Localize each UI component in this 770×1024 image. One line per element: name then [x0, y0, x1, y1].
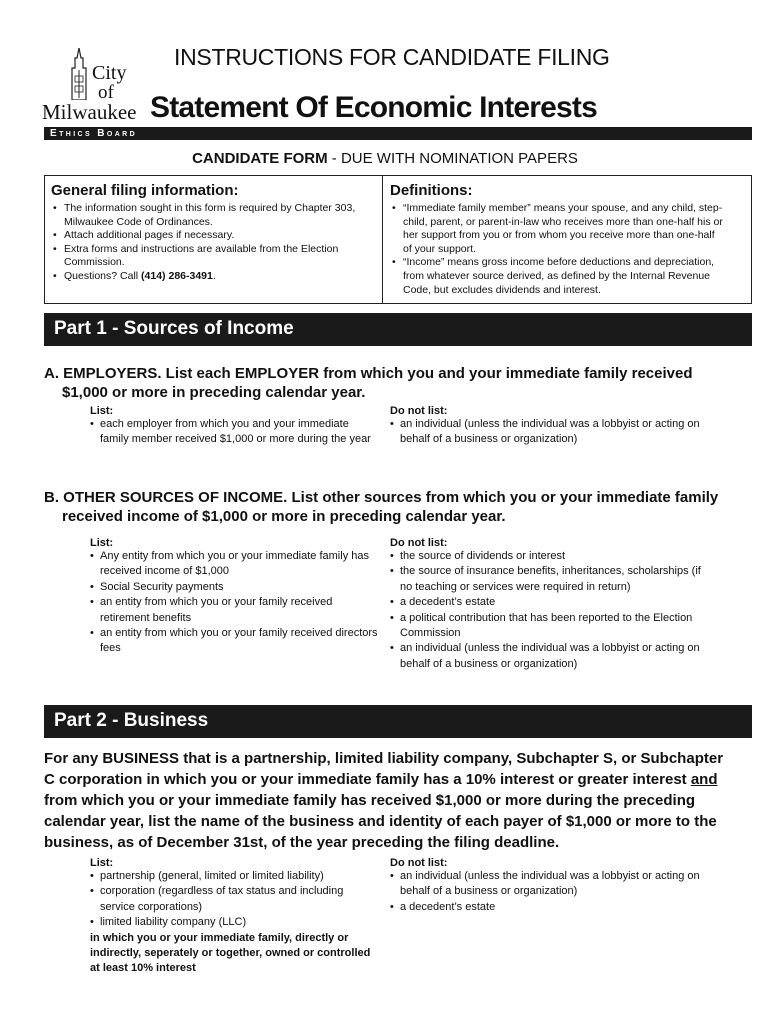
list-item: • corporation (regardless of tax status and including service corporations)	[90, 884, 380, 915]
candidate-form-line	[0, 150, 770, 167]
section-a-donot-head: Do not list:	[390, 405, 448, 417]
logo-city-text: City	[92, 62, 127, 84]
part2-donot-head: Do not list:	[390, 857, 448, 869]
list-item: • limited liability company (LLC)	[90, 915, 380, 930]
list-item: • The information sought in this form is required by Chapter 303, Milwaukee Code of Ordinances.	[51, 202, 371, 229]
list-item: • a decedent’s estate	[390, 900, 710, 915]
page-title: INSTRUCTIONS FOR CANDIDATE FILING	[174, 44, 610, 70]
section-b-heading-line2: received income of $1,000 or more in preceding calendar year.	[62, 508, 506, 525]
section-a-list-head: List:	[90, 405, 114, 417]
list-item: • an individual (unless the individual was a lobbyist or acting on behalf of a business or organization)	[390, 641, 710, 672]
logo-milwaukee-text: Milwaukee	[42, 100, 137, 124]
general-info-list	[51, 202, 371, 284]
definitions-column	[390, 182, 725, 297]
candidate-form-label: CANDIDATE FORM	[192, 150, 328, 167]
general-info-column	[51, 182, 371, 284]
list-item: • an entity from which you or your family received directors fees	[90, 626, 380, 657]
part2-desc-part1: For any BUSINESS that is a partnership, limited liability company, Subchapter S, or Subchapter C corporation in which you or your immediate family has a 10% interest or greater interest	[44, 750, 724, 788]
section-a-donot-list	[390, 417, 710, 448]
logo-of-text: of	[98, 82, 114, 103]
definitions-list	[390, 202, 725, 297]
general-info-heading: General filing information:	[51, 182, 239, 199]
list-item: • a political contribution that has been reported to the Election Commission	[390, 611, 710, 642]
list-item: • an individual (unless the individual was a lobbyist or acting on behalf of a business or organization)	[390, 417, 710, 448]
part2-description	[44, 748, 734, 853]
part2-donot-list	[390, 869, 710, 915]
questions-phone: (414) 286-3491	[141, 269, 213, 282]
section-a-heading	[44, 364, 744, 402]
part2-donot-column	[390, 857, 710, 915]
page-subtitle: Statement Of Economic Interests	[150, 91, 597, 124]
info-box-divider	[382, 176, 383, 303]
part2-list-head: List:	[90, 857, 114, 869]
section-a-heading-line1: A. EMPLOYERS. List each EMPLOYER from which you and your immediate family received	[44, 365, 693, 382]
section-a-heading-line2: $1,000 or more in preceding calendar year.	[62, 384, 366, 401]
candidate-form-suffix: - DUE WITH NOMINATION PAPERS	[327, 150, 578, 167]
definitions-heading: Definitions:	[390, 182, 473, 199]
list-item: • “Immediate family member” means your spouse, and any child, step-child, parent, or parent-in-law who receives more than one-half his or her support from you or from whom you receive more than one-half of your support.	[390, 202, 725, 256]
part1-label: Part 1 - Sources of Income	[54, 318, 294, 339]
section-a-donot-column	[390, 405, 710, 448]
section-a-list-column	[90, 405, 380, 448]
section-b-donot-list	[390, 549, 710, 672]
section-b-donot-head: Do not list:	[390, 537, 448, 549]
list-item: • a decedent’s estate	[390, 595, 710, 610]
section-b-heading	[44, 488, 754, 526]
section-b-list-column	[90, 537, 380, 657]
ethics-board-label: Ethics Board	[50, 128, 138, 139]
list-item: • Extra forms and instructions are available from the Election Commission.	[51, 243, 371, 270]
section-b-list-head: List:	[90, 537, 114, 549]
section-b-donot-column	[390, 537, 710, 672]
part2-list	[90, 869, 380, 931]
questions-prefix: Questions? Call	[64, 269, 142, 282]
city-hall-icon	[64, 48, 94, 100]
list-item: • the source of insurance benefits, inheritances, scholarships (if no teaching or services were required in return)	[390, 564, 710, 595]
part2-desc-and: and	[690, 771, 718, 788]
part2-label: Part 2 - Business	[54, 710, 209, 731]
list-item	[51, 270, 371, 284]
questions-suffix: .	[212, 269, 216, 282]
city-logo	[40, 44, 148, 130]
list-item: • an entity from which you or your family received retirement benefits	[90, 595, 380, 626]
part2-bar	[44, 705, 752, 738]
list-item: • Any entity from which you or your immediate family has received income of $1,000	[90, 549, 380, 580]
list-item: • each employer from which you and your immediate family member received $1,000 or more during the year	[90, 417, 380, 448]
list-item: • an individual (unless the individual was a lobbyist or acting on behalf of a business or organization)	[390, 869, 710, 900]
section-b-heading-line1: B. OTHER SOURCES OF INCOME. List other sources from which you or your immediate family	[44, 489, 719, 506]
section-b-list	[90, 549, 380, 657]
part2-desc-part2: from which you or your immediate family has received $1,000 or more during the preceding calendar year, list the name of the business and identity of each payer of $1,000 or more to the business, as of December 31st, of the year preceding the filing deadline.	[44, 792, 717, 851]
ethics-board-bar	[44, 127, 752, 140]
part1-bar	[44, 313, 752, 346]
list-item: • Attach additional pages if necessary.	[51, 229, 371, 243]
info-box	[44, 175, 752, 304]
list-item: • partnership (general, limited or limited liability)	[90, 869, 380, 884]
section-a-list	[90, 417, 380, 448]
list-item: • the source of dividends or interest	[390, 549, 710, 564]
part2-list-tail: in which you or your immediate family, directly or indirectly, seperately or together, owned or controlled at least 10% interest	[90, 931, 371, 975]
list-item: • “Income” means gross income before deductions and depreciation, from whatever source derived, as defined by the Internal Revenue Code, but excludes dividends and interest.	[390, 256, 725, 297]
part2-list-column	[90, 857, 380, 977]
list-item: • Social Security payments	[90, 580, 380, 595]
